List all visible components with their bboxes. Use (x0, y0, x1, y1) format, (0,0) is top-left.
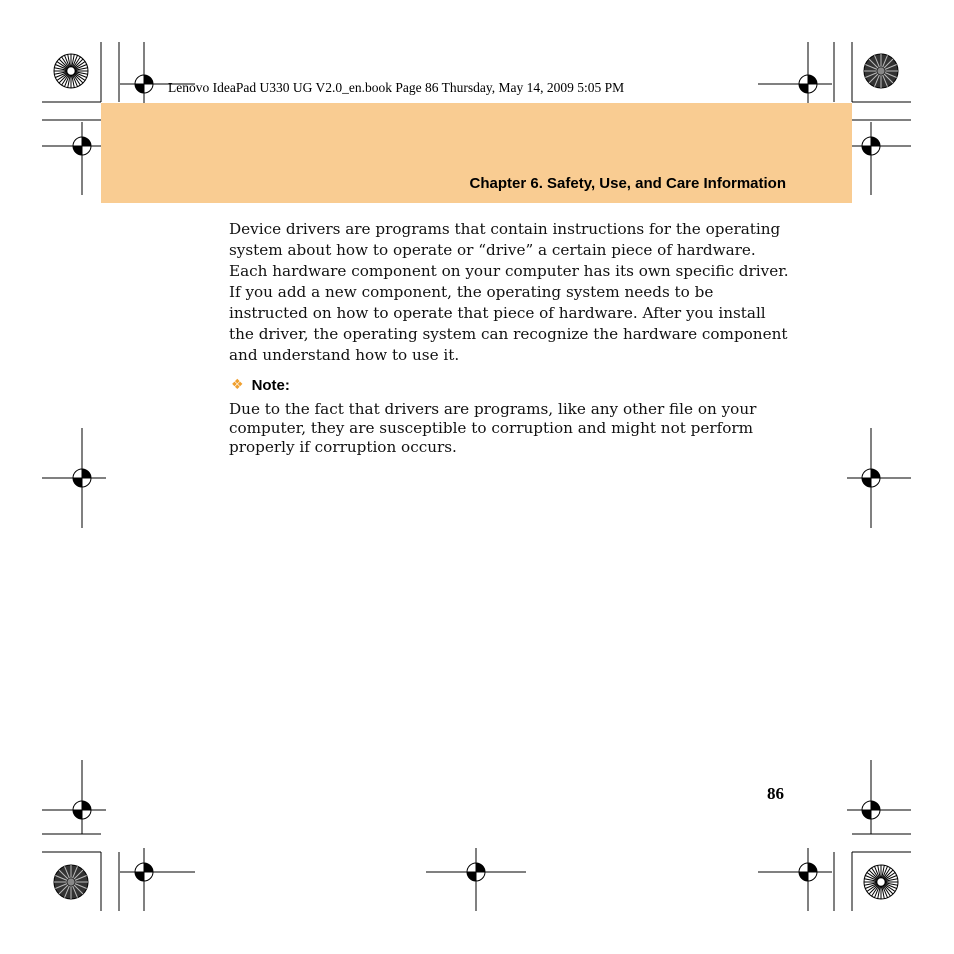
note-paragraph: Due to the fact that drivers are programs, like any other file on your computer, they are susceptible to corruption and might not perform properly if corruption occurs. (229, 400, 757, 456)
four-diamond-icon: ❖ (231, 377, 244, 393)
chapter-title: Chapter 6. Safety, Use, and Care Information (469, 175, 786, 192)
chapter-header-band (101, 103, 852, 203)
note-label: Note: (251, 376, 290, 394)
note-heading (231, 376, 290, 394)
body-paragraph: Device drivers are programs that contain instructions for the operating system about how to operate or “drive” a certain piece of hardware. Each hardware component on your computer has its own specific driver. If you add a new component, the operating system needs to be instructed on how to operate that piece of hardware. After you install the driver, the operating system can recognize the hardware component and understand how to use it. (229, 220, 789, 364)
color-wheel-icon (54, 54, 88, 88)
book-file-info: Lenovo IdeaPad U330 UG V2.0_en.book Page 86 Thursday, May 14, 2009 5:05 PM (168, 80, 625, 95)
page-number: 86 (767, 784, 784, 803)
color-wheel-icon (54, 865, 88, 899)
color-wheel-icon (864, 54, 898, 88)
color-wheel-icon (864, 865, 898, 899)
